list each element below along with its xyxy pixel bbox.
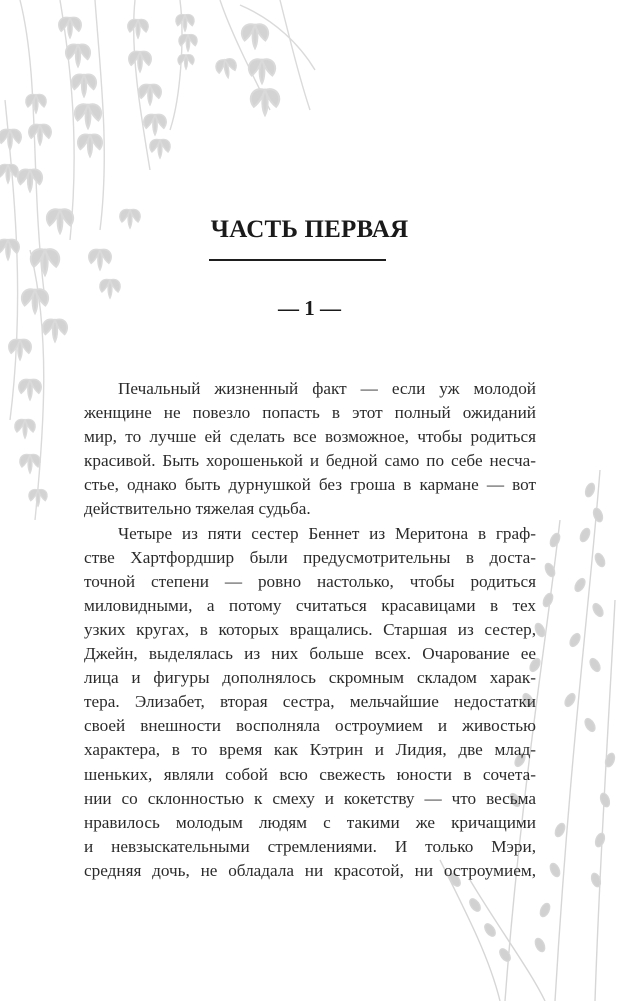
text-line: характера, в то время как Кэтрин и Лидия, две млад- [84, 740, 536, 760]
chapter-body-text [84, 377, 536, 883]
text-line: и невзыскательными стремлениями. И только Мэри, [84, 836, 536, 856]
text-line: красивой. Быть хорошенькой и бедной само по себе несча- [84, 451, 536, 471]
text-line: нравилось молодым людям с такими же кричащими [84, 812, 536, 832]
text-line: миловидными, а потому считаться красавицами в тех [84, 595, 536, 615]
text-line: тера. Элизабет, вторая сестра, мельчайшие недостатки [84, 692, 536, 712]
text-line: стве Хартфордшир были предусмотрительны в доста- [84, 547, 536, 567]
paragraph-2 [84, 522, 536, 883]
chapter-number: — 1 — [278, 296, 341, 320]
text-line: своей внешности восполняла остроумием и живостью [84, 716, 536, 736]
text-line: средняя дочь, не обладала ни красотой, ни остроумием, [84, 860, 536, 880]
paragraph-1 [84, 377, 536, 522]
text-line: стье, однако быть дурнушкой без гроша в кармане — вот [84, 475, 536, 495]
text-line: точной степени — ровно настолько, чтобы родиться [84, 571, 536, 591]
text-line: Джейн, выделялась из них больше всех. Очарование ее [84, 644, 536, 664]
part-title: ЧАСТЬ ПЕРВАЯ [210, 216, 409, 243]
text-line: женщине не повезло попасть в этот полный ожиданий [84, 403, 536, 423]
text-line: шеньких, являли собой всю свежесть юности в сочета- [84, 764, 536, 784]
text-line: узких кругах, в которых вращались. Старшая из сестер, [84, 619, 536, 639]
text-line: лица и фигуры дополнялось скромным складом харак- [84, 668, 536, 688]
text-line: мир, то лучше ей сделать все возможное, чтобы родиться [84, 427, 536, 447]
text-line: Четыре из пяти сестер Беннет из Меритона в граф- [118, 523, 536, 543]
text-line: действительно тяжелая судьба. [84, 499, 311, 519]
title-underline-divider [209, 259, 386, 261]
text-line: нии со склонностью к смеху и кокетству — что весьма [84, 788, 536, 808]
text-line: Печальный жизненный факт — если уж молодой [118, 379, 536, 398]
